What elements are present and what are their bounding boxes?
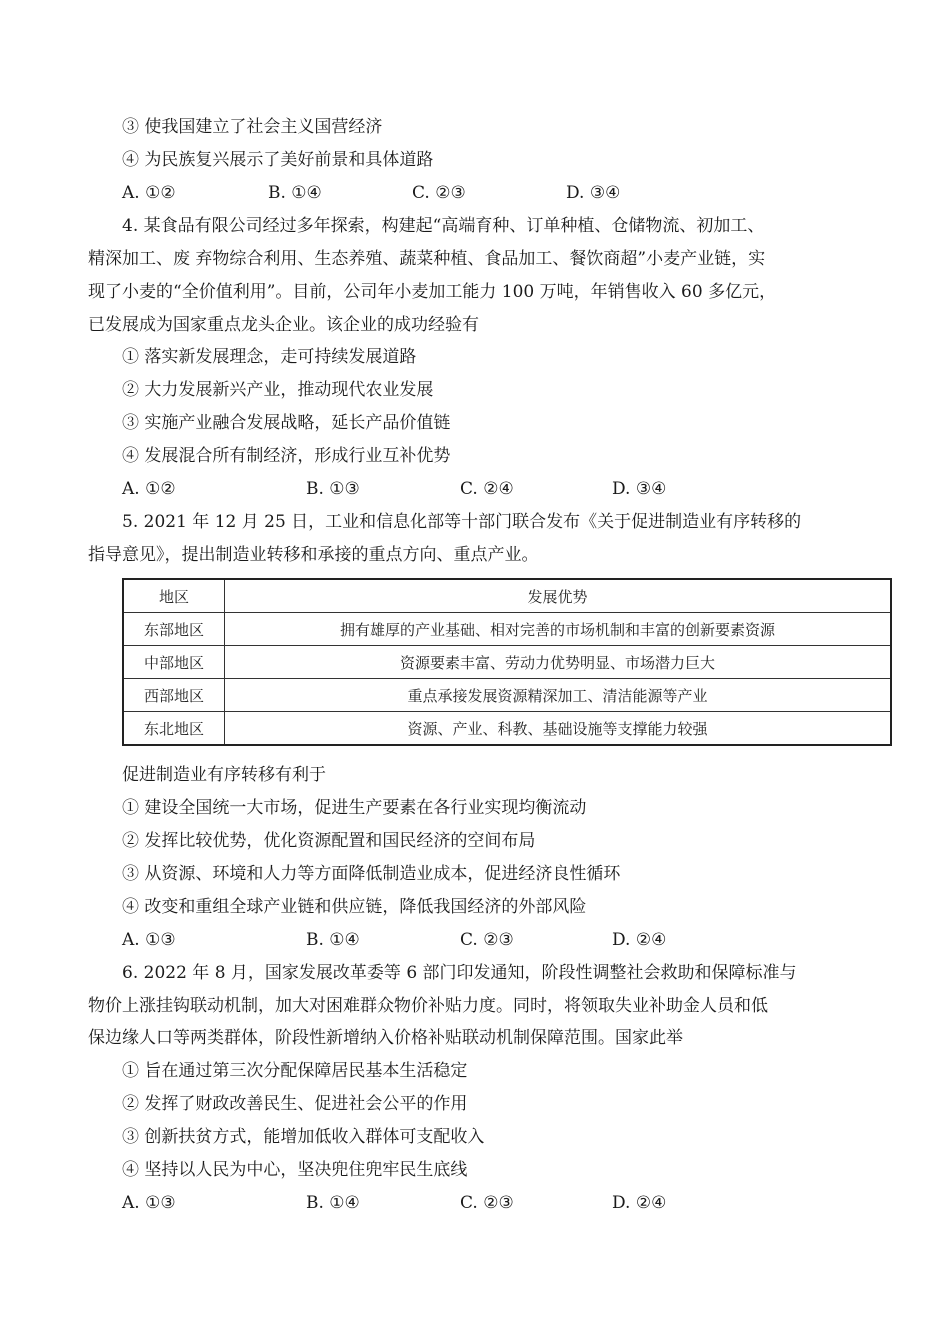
table-cell-advantage: 拥有雄厚的产业基础、相对完善的市场机制和丰富的创新要素资源 xyxy=(225,613,892,646)
q4-option-d: D. ③④ xyxy=(612,479,667,499)
q3-item-3: ③ 使我国建立了社会主义国营经济 xyxy=(122,117,383,137)
q5-item-2: ② 发挥比较优势，优化资源配置和国民经济的空间布局 xyxy=(122,831,536,851)
q6-item-3: ③ 创新扶贫方式，能增加低收入群体可支配收入 xyxy=(122,1127,485,1147)
q4-stem-line-2: 精深加工、废 弃物综合利用、生态养殖、蔬菜种植、食品加工、餐饮商超”小麦产业链，实 xyxy=(88,249,766,269)
q4-stem-line-4: 已发展成为国家重点龙头企业。该企业的成功经验有 xyxy=(88,315,479,335)
q4-item-1: ① 落实新发展理念，走可持续发展道路 xyxy=(122,347,417,367)
q4-option-c: C. ②④ xyxy=(460,479,514,499)
table-row xyxy=(123,712,891,746)
q6-stem-line-2: 物价上涨挂钩联动机制，加大对困难群众物价补贴力度。同时，将领取失业补助金人员和低 xyxy=(88,996,768,1016)
table-row xyxy=(123,613,891,646)
region-advantage-table xyxy=(122,578,892,746)
q3-option-c: C. ②③ xyxy=(412,183,466,203)
table-cell-region: 中部地区 xyxy=(123,646,225,679)
table-row xyxy=(123,646,891,679)
q4-stem-line-3: 现了小麦的“全价值利用”。目前，公司年小麦加工能力 100 万吨，年销售收入 60 多亿元， xyxy=(88,282,777,302)
table-header-advantage: 发展优势 xyxy=(225,579,892,613)
q6-item-2: ② 发挥了财政改善民生、促进社会公平的作用 xyxy=(122,1094,468,1114)
q5-stem-line-2: 指导意见》，提出制造业转移和承接的重点方向、重点产业。 xyxy=(88,545,539,565)
q4-option-b: B. ①③ xyxy=(306,479,360,499)
q4-stem-line-1: 4. 某食品有限公司经过多年探索，构建起“高端育种、订单种植、仓储物流、初加工、 xyxy=(122,216,765,236)
q6-stem-line-1: 6. 2022 年 8 月，国家发展改革委等 6 部门印发通知，阶段性调整社会救助和保障标准与 xyxy=(122,963,797,983)
table-row xyxy=(123,679,891,712)
q5-prompt: 促进制造业有序转移有利于 xyxy=(122,765,326,785)
q5-item-3: ③ 从资源、环境和人力等方面降低制造业成本，促进经济良性循环 xyxy=(122,864,621,884)
q6-option-d: D. ②④ xyxy=(612,1193,667,1213)
table-cell-region: 西部地区 xyxy=(123,679,225,712)
q6-stem-line-3: 保边缘人口等两类群体，阶段性新增纳入价格补贴联动机制保障范围。国家此举 xyxy=(88,1028,683,1048)
q5-option-c: C. ②③ xyxy=(460,930,514,950)
table-header-region: 地区 xyxy=(123,579,225,613)
q5-option-a: A. ①③ xyxy=(122,930,176,950)
q5-option-d: D. ②④ xyxy=(612,930,667,950)
q6-option-c: C. ②③ xyxy=(460,1193,514,1213)
q4-item-4: ④ 发展混合所有制经济，形成行业互补优势 xyxy=(122,446,451,466)
q5-item-1: ① 建设全国统一大市场，促进生产要素在各行业实现均衡流动 xyxy=(122,798,587,818)
q5-stem-line-1: 5. 2021 年 12 月 25 日，工业和信息化部等十部门联合发布《关于促进制造业有序转移的 xyxy=(122,512,802,532)
q6-item-4: ④ 坚持以人民为中心，坚决兜住兜牢民生底线 xyxy=(122,1160,468,1180)
q4-option-a: A. ①② xyxy=(122,479,176,499)
table-header-row xyxy=(123,579,891,613)
q3-option-d: D. ③④ xyxy=(566,183,621,203)
q4-item-3: ③ 实施产业融合发展战略，延长产品价值链 xyxy=(122,413,451,433)
q5-item-4: ④ 改变和重组全球产业链和供应链，降低我国经济的外部风险 xyxy=(122,897,587,917)
table-cell-region: 东部地区 xyxy=(123,613,225,646)
q3-item-4: ④ 为民族复兴展示了美好前景和具体道路 xyxy=(122,150,434,170)
table-cell-advantage: 资源要素丰富、劳动力优势明显、市场潜力巨大 xyxy=(225,646,892,679)
q3-option-a: A. ①② xyxy=(122,183,176,203)
table-cell-region: 东北地区 xyxy=(123,712,225,746)
q5-option-b: B. ①④ xyxy=(306,930,360,950)
table-cell-advantage: 重点承接发展资源精深加工、清洁能源等产业 xyxy=(225,679,892,712)
q3-option-b: B. ①④ xyxy=(268,183,322,203)
table-cell-advantage: 资源、产业、科教、基础设施等支撑能力较强 xyxy=(225,712,892,746)
q4-item-2: ② 大力发展新兴产业，推动现代农业发展 xyxy=(122,380,434,400)
q6-option-b: B. ①④ xyxy=(306,1193,360,1213)
q6-item-1: ① 旨在通过第三次分配保障居民基本生活稳定 xyxy=(122,1061,468,1081)
q6-option-a: A. ①③ xyxy=(122,1193,176,1213)
